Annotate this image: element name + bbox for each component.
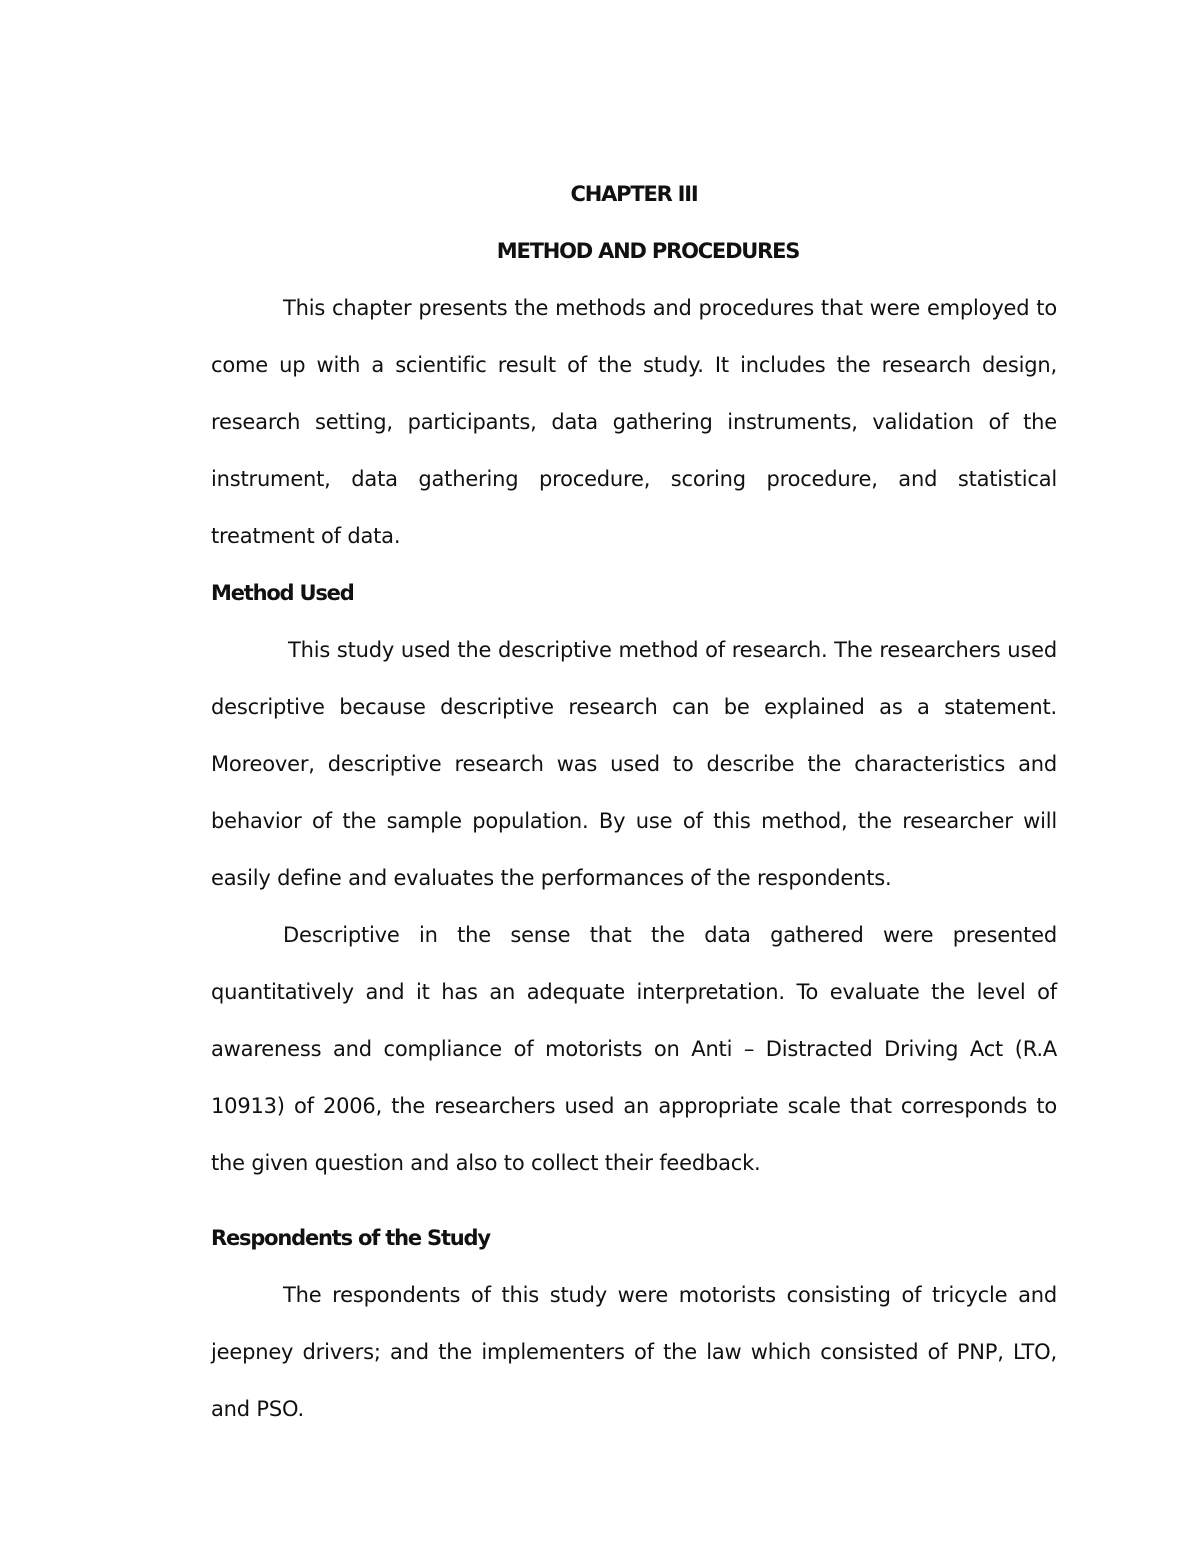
section-heading-method-used: Method Used — [211, 581, 354, 605]
method-used-paragraph-2: Descriptive in the sense that the data gathered were presented quantitatively and it has an adequate interpretation. To evaluate the level of awareness and compliance of motorists on Anti – Distracted Driving Act (R.A 10913) of 2006, the researchers used an appropriate scale that corresponds to the given question and also to collect their feedback. — [211, 923, 1057, 1175]
respondents-paragraph-1: The respondents of this study were motorists consisting of tricycle and jeepney drivers; and the implementers of the law which consisted of PNP, LTO, and PSO. — [211, 1283, 1057, 1421]
section-heading-respondents: Respondents of the Study — [211, 1226, 490, 1250]
chapter-label: CHAPTER III — [570, 182, 698, 206]
document-body — [211, 166, 1057, 1438]
chapter-title: METHOD AND PROCEDURES — [496, 239, 800, 263]
method-used-paragraph-1: This study used the descriptive method of research. The researchers used descriptive because descriptive research can be explained as a statement. Moreover, descriptive research was used to describe the characteristics and behavior of the sample population. By use of this method, the researcher will easily define and evaluates the performances of the respondents. — [211, 638, 1057, 890]
intro-paragraph: This chapter presents the methods and procedures that were employed to come up with a scientific result of the study. It includes the research design, research setting, participants, data gathering instruments, validation of the instrument, data gathering procedure, scoring procedure, and statistical treatment of data. — [211, 296, 1057, 548]
